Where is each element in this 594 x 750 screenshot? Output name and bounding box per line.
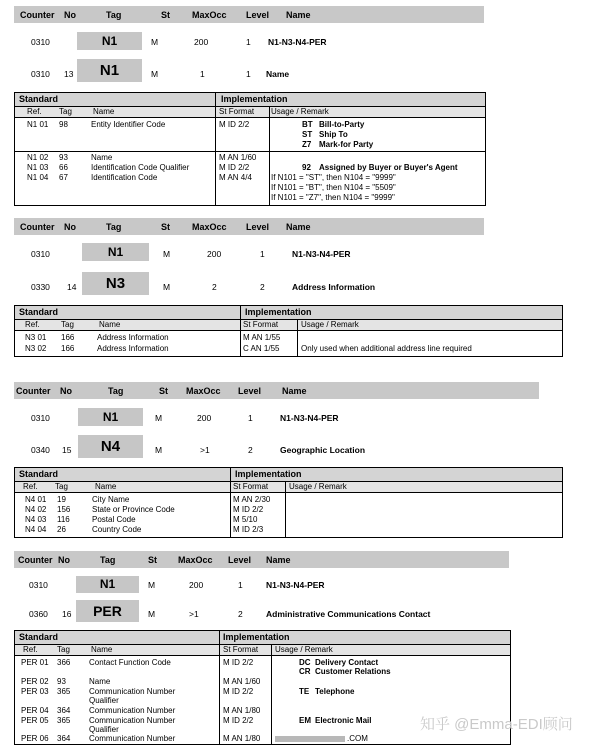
loop-st: M (151, 37, 159, 47)
element-table-1: Standard Implementation Ref. Tag Name St Format Usage / Remark N1 01 98 Entity Identifier Code M ID 2/2 BT Bill-to-Party ST Ship To Z7 Mark-for Party N1 02 93 Name M AN 1/60 N1 03 66 Identification Code Qualifier M ID 2/2 92 Assigned by Buyer or Buyer's Agent N1 04 67 Identification Code M AN 4/4 If N101 = "ST", then N104 = "9999" If N101 = "BT", then N104 = "5509" If N101 = "Z7", then N104 = "9999" (14, 92, 486, 206)
seg-name: Geographic Location (280, 445, 366, 455)
standard-label: Standard (19, 94, 59, 104)
col-level: Level (246, 10, 270, 20)
seg-tag-box: N3 (82, 272, 149, 295)
seg-counter: 0360 (29, 609, 48, 619)
col-counter: Counter (20, 10, 55, 20)
header-bar-1 (14, 6, 484, 23)
implementation-label: Implementation (221, 94, 288, 104)
col-tag: Tag (106, 10, 122, 20)
loop-maxocc: 200 (197, 413, 212, 423)
redacted-email-blur (275, 736, 345, 742)
st-format-label: St Format (219, 107, 255, 116)
seg-st: M (151, 69, 159, 79)
loop-level: 1 (260, 249, 265, 259)
loop-st: M (155, 413, 163, 423)
seg-no: 16 (62, 609, 72, 619)
loop-level: 1 (248, 413, 253, 423)
seg-no: 15 (62, 445, 72, 455)
loop-st: M (163, 249, 171, 259)
loop-counter: 0310 (31, 249, 50, 259)
header-bar-3: Counter No Tag St MaxOcc Level Name (14, 382, 539, 399)
tag-label: Tag (59, 107, 72, 116)
seg-st: M (163, 282, 171, 292)
seg-tag-box: PER (76, 600, 139, 622)
seg-level: 1 (246, 69, 251, 79)
ref-label: Ref. (27, 107, 42, 116)
seg-name: Name (266, 69, 290, 79)
loop-tag-box: N1 (82, 243, 149, 261)
col-no: No (64, 10, 76, 20)
element-table-2: Standard Implementation Ref. Tag Name St Format Usage / Remark N3 01 166 Address Information M AN 1/55 N3 02 166 Address Information C AN 1/55 Only used when additional address line required (14, 305, 563, 357)
col-st: St (161, 10, 170, 20)
name-label: Name (93, 107, 115, 116)
loop-name: N1-N3-N4-PER (292, 249, 351, 259)
loop-name: N1-N3-N4-PER (280, 413, 339, 423)
seg-no: 14 (67, 282, 77, 292)
seg-level: 2 (248, 445, 253, 455)
seg-st: M (148, 609, 156, 619)
loop-tag-box: N1 (76, 576, 139, 593)
seg-name: Administrative Communications Contact (266, 609, 431, 619)
loop-name: N1-N3-N4-PER (266, 580, 325, 590)
loop-tag-box: N1 (77, 32, 142, 50)
loop-maxocc: 200 (189, 580, 204, 590)
watermark-text: 知乎 @Emma-EDI顾问 (420, 716, 573, 733)
loop-counter: 0310 (31, 413, 50, 423)
seg-st: M (155, 445, 163, 455)
header-bar-4: Counter No Tag St MaxOcc Level Name (14, 551, 509, 568)
seg-maxocc: >1 (200, 445, 210, 455)
col-maxocc: MaxOcc (192, 10, 227, 20)
seg-counter: 0330 (31, 282, 50, 292)
seg-counter: 0310 (31, 69, 50, 79)
loop-counter: 0310 (31, 37, 50, 47)
seg-maxocc: 2 (212, 282, 217, 292)
loop-level: 1 (238, 580, 243, 590)
loop-level: 1 (246, 37, 251, 47)
seg-level: 2 (260, 282, 265, 292)
seg-level: 2 (238, 609, 243, 619)
loop-name: N1-N3-N4-PER (268, 37, 327, 47)
seg-maxocc: >1 (189, 609, 199, 619)
seg-tag-box: N1 (77, 59, 142, 82)
seg-maxocc: 1 (200, 69, 205, 79)
loop-maxocc: 200 (207, 249, 222, 259)
element-table-4: Standard Implementation Ref. Tag Name St Format Usage / Remark PER 01 366 Contact Function Code M ID 2/2 DC Delivery Contact CR Customer Relations PER 02 93 Name M AN 1/60 PER 03 365 Communication Number M ID 2/2 TE Telephone Qualifier PER 04 364 Communication Number M AN 1/80 PER 05 365 Communication Number M ID 2/2 EM Electronic Mail Qualifier PER 06 364 Communication Number M AN 1/80 .COM (14, 630, 511, 745)
header-bar-2: Counter No Tag St MaxOcc Level Name (14, 218, 484, 235)
seg-name: Address Information (292, 282, 376, 292)
loop-st: M (148, 580, 156, 590)
element-table-3: Standard Implementation Ref. Tag Name St Format Usage / Remark N4 01 19 City Name M AN 2/30 N4 02 156 State or Province Code M ID 2/2 N4 03 116 Postal Code M 5/10 N4 04 26 Country Code M ID 2/3 (14, 467, 563, 538)
loop-tag-box: N1 (78, 408, 143, 426)
seg-tag-box: N4 (78, 435, 143, 458)
loop-maxocc: 200 (194, 37, 209, 47)
seg-counter: 0340 (31, 445, 50, 455)
col-name: Name (286, 10, 311, 20)
seg-no: 13 (64, 69, 74, 79)
usage-label: Usage / Remark (271, 107, 329, 116)
loop-counter: 0310 (29, 580, 48, 590)
